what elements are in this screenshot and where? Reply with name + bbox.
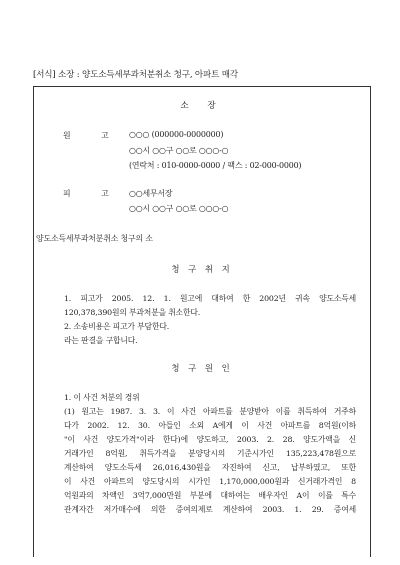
defendant-address: ○○시 ○○구 ○○로 ○○○-○	[129, 204, 229, 213]
plaintiff-label: 원 고	[63, 131, 123, 140]
claim-line: 2. 소송비용은 피고가 부담한다.	[64, 322, 170, 331]
plaintiff-name: ○○○ (000000-0000000)	[129, 130, 224, 139]
case-name: 양도소득세부과처분취소 청구의 소	[36, 234, 153, 243]
claim-heading: 청 구 취 지	[171, 264, 233, 274]
claim-line: 라는 판결을 구합니다.	[64, 336, 138, 345]
cause-line: 계산하여 양도소득세 26,016,430원을 자진하여 신고, 납부하였고, 또한	[64, 463, 356, 472]
document-caption: [서식] 소장 : 양도소득세부과처분취소 청구, 아파트 매각	[33, 70, 238, 80]
cause-line: 관계자간 저가매수에 의한 증여의제로 계산하여 2003. 1. 29. 증여세	[64, 505, 356, 514]
defendant-label: 피 고	[63, 189, 123, 198]
complaint-document	[33, 86, 371, 557]
claim-line: 120,378,390원의 부과처분을 취소한다.	[64, 308, 201, 317]
cause-line: 거래가인 8억원, 취득가격을 분양당시의 기준시가인 135,223,478원으로	[64, 449, 356, 458]
cause-heading: 청 구 원 인	[171, 363, 233, 373]
plaintiff-address: ○○시 ○○구 ○○로 ○○○-○	[129, 146, 229, 155]
cause-line: 1. 이 사건 처분의 경위	[64, 393, 140, 402]
document-title: 소 장	[180, 101, 224, 111]
plaintiff-contact: (연락처 : 010-0000-0000 / 팩스 : 02-000-0000)	[129, 161, 302, 170]
cause-line: 억원과의 차액인 3억7,000만원 부분에 대하여는 배우자인 A이 이를 특수	[64, 491, 356, 500]
cause-line: 이 사건 아파트의 양도당시의 시가인 1,170,000,000원과 신거래가격인 8	[64, 477, 356, 486]
cause-line: "이 사건 양도가격"이라 한다)에 양도하고, 2003. 2. 28. 양도가액을 신	[64, 435, 356, 444]
defendant-name: ○○세무서장	[129, 189, 173, 198]
cause-line: (1) 원고는 1987. 3. 3. 이 사건 아파트를 분양받아 이를 취득하여 거주하	[64, 407, 356, 416]
cause-line: 다가 2002. 12. 30. 아들인 소외 A에게 이 사건 아파트를 8억원(이하	[64, 421, 356, 430]
claim-line: 1. 피고가 2005. 12. 1. 원고에 대하여 한 2002년 귀속 양도소득세	[64, 294, 356, 303]
